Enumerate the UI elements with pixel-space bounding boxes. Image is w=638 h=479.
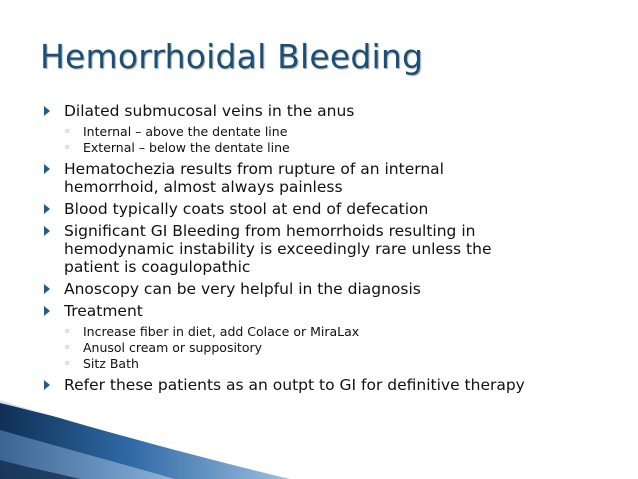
hollow-circle-icon: ◦ bbox=[64, 141, 71, 154]
slide-title: Hemorrhoidal Bleeding bbox=[40, 37, 424, 76]
hollow-circle-icon: ◦ bbox=[64, 125, 71, 138]
bullet-text: Refer these patients as an outpt to GI for definitive therapy bbox=[64, 376, 525, 394]
bullet-text: hemorrhoid, almost always painless bbox=[64, 178, 343, 196]
bullet-text: hemodynamic instability is exceedingly rare unless the bbox=[64, 240, 492, 258]
bullet-text: patient is coagulopathic bbox=[64, 258, 251, 276]
hollow-circle-icon: ◦ bbox=[64, 325, 71, 338]
sub-bullet-text: Increase fiber in diet, add Colace or MiraLax bbox=[83, 324, 360, 339]
bullet-text: Blood typically coats stool at end of defecation bbox=[64, 200, 429, 218]
hollow-circle-icon: ◦ bbox=[64, 357, 71, 370]
bullet-text: Hematochezia results from rupture of an internal bbox=[64, 160, 444, 178]
hollow-circle-icon: ◦ bbox=[64, 341, 71, 354]
bullet-text: Treatment bbox=[64, 302, 143, 320]
bullet-text: Dilated submucosal veins in the anus bbox=[64, 102, 355, 120]
sub-bullet-text: Anusol cream or suppository bbox=[83, 340, 263, 355]
sub-bullet-text: Internal – above the dentate line bbox=[83, 124, 288, 139]
bullet-text: Anoscopy can be very helpful in the diagnosis bbox=[64, 280, 421, 298]
sub-bullet-text: Sitz Bath bbox=[83, 356, 139, 371]
sub-bullet-text: External – below the dentate line bbox=[83, 140, 290, 155]
bullet-text: Significant GI Bleeding from hemorrhoids resulting in bbox=[64, 222, 476, 240]
